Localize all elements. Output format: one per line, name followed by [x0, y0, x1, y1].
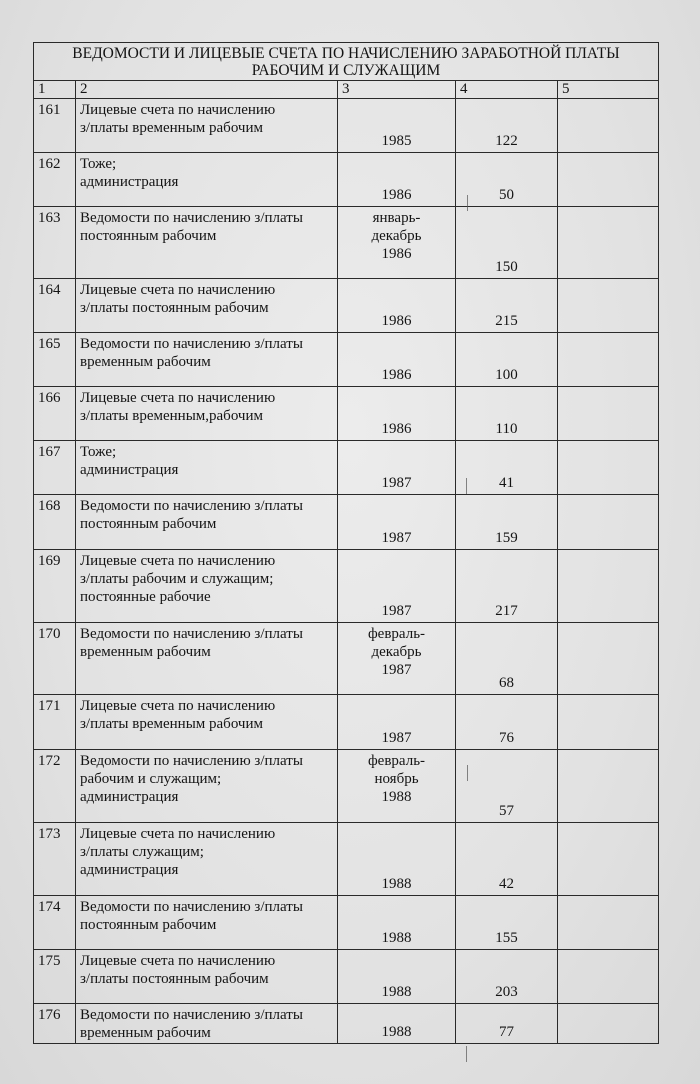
item-dates: [338, 279, 456, 333]
item-title: [76, 333, 338, 387]
table-row: [34, 1004, 659, 1044]
item-title: [76, 550, 338, 623]
item-date-line: 1988: [381, 930, 412, 946]
item-title-line: постоянным рабочим: [80, 917, 217, 933]
item-title-line: Лицевые счета по начислению: [80, 390, 276, 406]
item-sheet-count: 77: [456, 1004, 558, 1044]
column-header: 4: [456, 81, 558, 99]
item-title-line: з/платы рабочим и служащим;: [80, 571, 274, 587]
item-note: [558, 279, 659, 333]
item-note: [558, 99, 659, 153]
item-title-line: постоянным рабочим: [80, 516, 217, 532]
table-row: [34, 153, 659, 207]
item-title-line: Ведомости по начислению з/платы: [80, 498, 303, 514]
item-date-line: февраль-: [367, 753, 426, 769]
item-date-line: 1987: [381, 730, 412, 746]
item-title-line: з/платы постоянным рабочим: [80, 300, 269, 316]
item-note: [558, 387, 659, 441]
column-header: 3: [338, 81, 456, 99]
item-title-line: Лицевые счета по начислению: [80, 102, 276, 118]
pencil-tick-mark: [467, 195, 468, 211]
item-sheet-count: 122: [456, 99, 558, 153]
item-sheet-count: 41: [456, 441, 558, 495]
item-sheet-count: 110: [456, 387, 558, 441]
item-title-line: рабочим и служащим;: [80, 771, 222, 787]
item-title-line: з/платы временным,рабочим: [80, 408, 263, 424]
item-number: 162: [34, 153, 76, 207]
item-date-line: 1988: [381, 984, 412, 1000]
item-title-line: постоянные рабочие: [80, 589, 211, 605]
item-number: 172: [34, 750, 76, 823]
column-header: 5: [558, 81, 659, 99]
item-number: 170: [34, 623, 76, 695]
table-row: [34, 387, 659, 441]
item-dates: [338, 1004, 456, 1044]
item-dates: [338, 495, 456, 550]
item-date-line: 1988: [381, 1024, 412, 1040]
item-title: [76, 695, 338, 750]
item-number: 168: [34, 495, 76, 550]
item-number: 171: [34, 695, 76, 750]
item-title-line: Ведомости по начислению з/платы: [80, 899, 303, 915]
item-note: [558, 153, 659, 207]
item-title-line: Лицевые счета по начислению: [80, 698, 276, 714]
item-sheet-count: 159: [456, 495, 558, 550]
pencil-tick-mark: [466, 478, 467, 494]
item-title-line: администрация: [80, 789, 179, 805]
column-header: 2: [76, 81, 338, 99]
item-title: [76, 441, 338, 495]
item-number: 167: [34, 441, 76, 495]
item-title: [76, 950, 338, 1004]
item-note: [558, 1004, 659, 1044]
table-row: [34, 279, 659, 333]
item-date-line: 1986: [381, 246, 412, 262]
item-date-line: 1987: [381, 603, 412, 619]
item-title: [76, 99, 338, 153]
item-date-line: 1986: [381, 187, 412, 203]
item-date-line: 1986: [381, 421, 412, 437]
table-row: [34, 950, 659, 1004]
item-date-line: 1986: [381, 367, 412, 383]
table-row: [34, 99, 659, 153]
item-title-line: з/платы служащим;: [80, 844, 204, 860]
item-title-line: з/платы постоянным рабочим: [80, 971, 269, 987]
item-date-line: 1988: [381, 789, 412, 805]
item-title: [76, 750, 338, 823]
item-title-line: з/платы временным рабочим: [80, 716, 263, 732]
item-dates: [338, 441, 456, 495]
item-number: 175: [34, 950, 76, 1004]
item-note: [558, 623, 659, 695]
item-dates: [338, 950, 456, 1004]
item-title-line: Ведомости по начислению з/платы: [80, 626, 303, 642]
item-note: [558, 495, 659, 550]
item-dates: [338, 823, 456, 896]
item-title-line: администрация: [80, 862, 179, 878]
item-number: 174: [34, 896, 76, 950]
table-row: [34, 207, 659, 279]
item-dates: [338, 99, 456, 153]
table-row: [34, 441, 659, 495]
item-note: [558, 441, 659, 495]
item-dates: [338, 750, 456, 823]
item-title-line: Ведомости по начислению з/платы: [80, 1007, 303, 1023]
item-dates: [338, 550, 456, 623]
table-row: [34, 750, 659, 823]
item-number: 163: [34, 207, 76, 279]
item-title: [76, 153, 338, 207]
item-note: [558, 950, 659, 1004]
item-number: 164: [34, 279, 76, 333]
item-note: [558, 823, 659, 896]
item-title: [76, 1004, 338, 1044]
item-note: [558, 207, 659, 279]
item-dates: [338, 333, 456, 387]
item-title-line: временным рабочим: [80, 1025, 211, 1041]
item-date-line: 1987: [381, 475, 412, 491]
item-title-line: Лицевые счета по начислению: [80, 282, 276, 298]
item-date-line: 1987: [381, 662, 412, 678]
item-sheet-count: 155: [456, 896, 558, 950]
item-date-line: ноябрь: [374, 771, 419, 787]
item-sheet-count: 57: [456, 750, 558, 823]
item-dates: [338, 623, 456, 695]
item-date-line: декабрь: [371, 228, 422, 244]
item-title-line: администрация: [80, 174, 179, 190]
item-number: 165: [34, 333, 76, 387]
item-title: [76, 623, 338, 695]
item-dates: [338, 896, 456, 950]
item-title: [76, 279, 338, 333]
item-title-line: Лицевые счета по начислению: [80, 826, 276, 842]
item-number: 161: [34, 99, 76, 153]
item-dates: [338, 387, 456, 441]
item-title-line: Ведомости по начислению з/платы: [80, 753, 303, 769]
item-title-line: Тоже;: [80, 156, 117, 172]
item-date-line: 1988: [381, 876, 412, 892]
item-sheet-count: 76: [456, 695, 558, 750]
item-date-line: декабрь: [371, 644, 422, 660]
item-dates: [338, 153, 456, 207]
item-note: [558, 333, 659, 387]
item-title: [76, 495, 338, 550]
table-row: [34, 695, 659, 750]
item-number: 173: [34, 823, 76, 896]
item-sheet-count: 42: [456, 823, 558, 896]
item-title-line: Лицевые счета по начислению: [80, 953, 276, 969]
item-dates: [338, 207, 456, 279]
column-number-row: [34, 81, 659, 99]
item-note: [558, 896, 659, 950]
item-note: [558, 695, 659, 750]
table-row: [34, 823, 659, 896]
table-row: [34, 550, 659, 623]
item-title: [76, 896, 338, 950]
item-title-line: з/платы временным рабочим: [80, 120, 263, 136]
table-row: [34, 495, 659, 550]
item-date-line: 1987: [381, 530, 412, 546]
item-title-line: временным рабочим: [80, 354, 211, 370]
table-row: [34, 333, 659, 387]
pencil-tick-mark: [466, 1046, 467, 1062]
item-sheet-count: 50: [456, 153, 558, 207]
item-date-line: февраль-: [367, 626, 426, 642]
item-sheet-count: 100: [456, 333, 558, 387]
item-title-line: временным рабочим: [80, 644, 211, 660]
item-date-line: 1985: [381, 133, 412, 149]
item-note: [558, 750, 659, 823]
item-title: [76, 387, 338, 441]
register-table: [33, 42, 659, 1044]
item-sheet-count: 203: [456, 950, 558, 1004]
item-title-line: Ведомости по начислению з/платы: [80, 210, 303, 226]
item-note: [558, 550, 659, 623]
item-dates: [338, 695, 456, 750]
column-header: 1: [34, 81, 76, 99]
item-sheet-count: 150: [456, 207, 558, 279]
table-row: [34, 623, 659, 695]
table-row: [34, 896, 659, 950]
item-title-line: Ведомости по начислению з/платы: [80, 336, 303, 352]
item-title: [76, 823, 338, 896]
item-number: 166: [34, 387, 76, 441]
item-date-line: 1986: [381, 313, 412, 329]
item-sheet-count: 68: [456, 623, 558, 695]
item-date-line: январь-: [372, 210, 421, 226]
item-title-line: администрация: [80, 462, 179, 478]
item-title: [76, 207, 338, 279]
table-title: ВЕДОМОСТИ И ЛИЦЕВЫЕ СЧЕТА ПО НАЧИСЛЕНИЮ ЗАРАБОТНОЙ ПЛАТЫ РАБОЧИМ И СЛУЖАЩИМ: [34, 43, 659, 81]
item-sheet-count: 215: [456, 279, 558, 333]
item-title-line: Тоже;: [80, 444, 117, 460]
item-title-line: Лицевые счета по начислению: [80, 553, 276, 569]
item-sheet-count: 217: [456, 550, 558, 623]
pencil-tick-mark: [467, 765, 468, 781]
item-number: 176: [34, 1004, 76, 1044]
item-number: 169: [34, 550, 76, 623]
item-title-line: постоянным рабочим: [80, 228, 217, 244]
